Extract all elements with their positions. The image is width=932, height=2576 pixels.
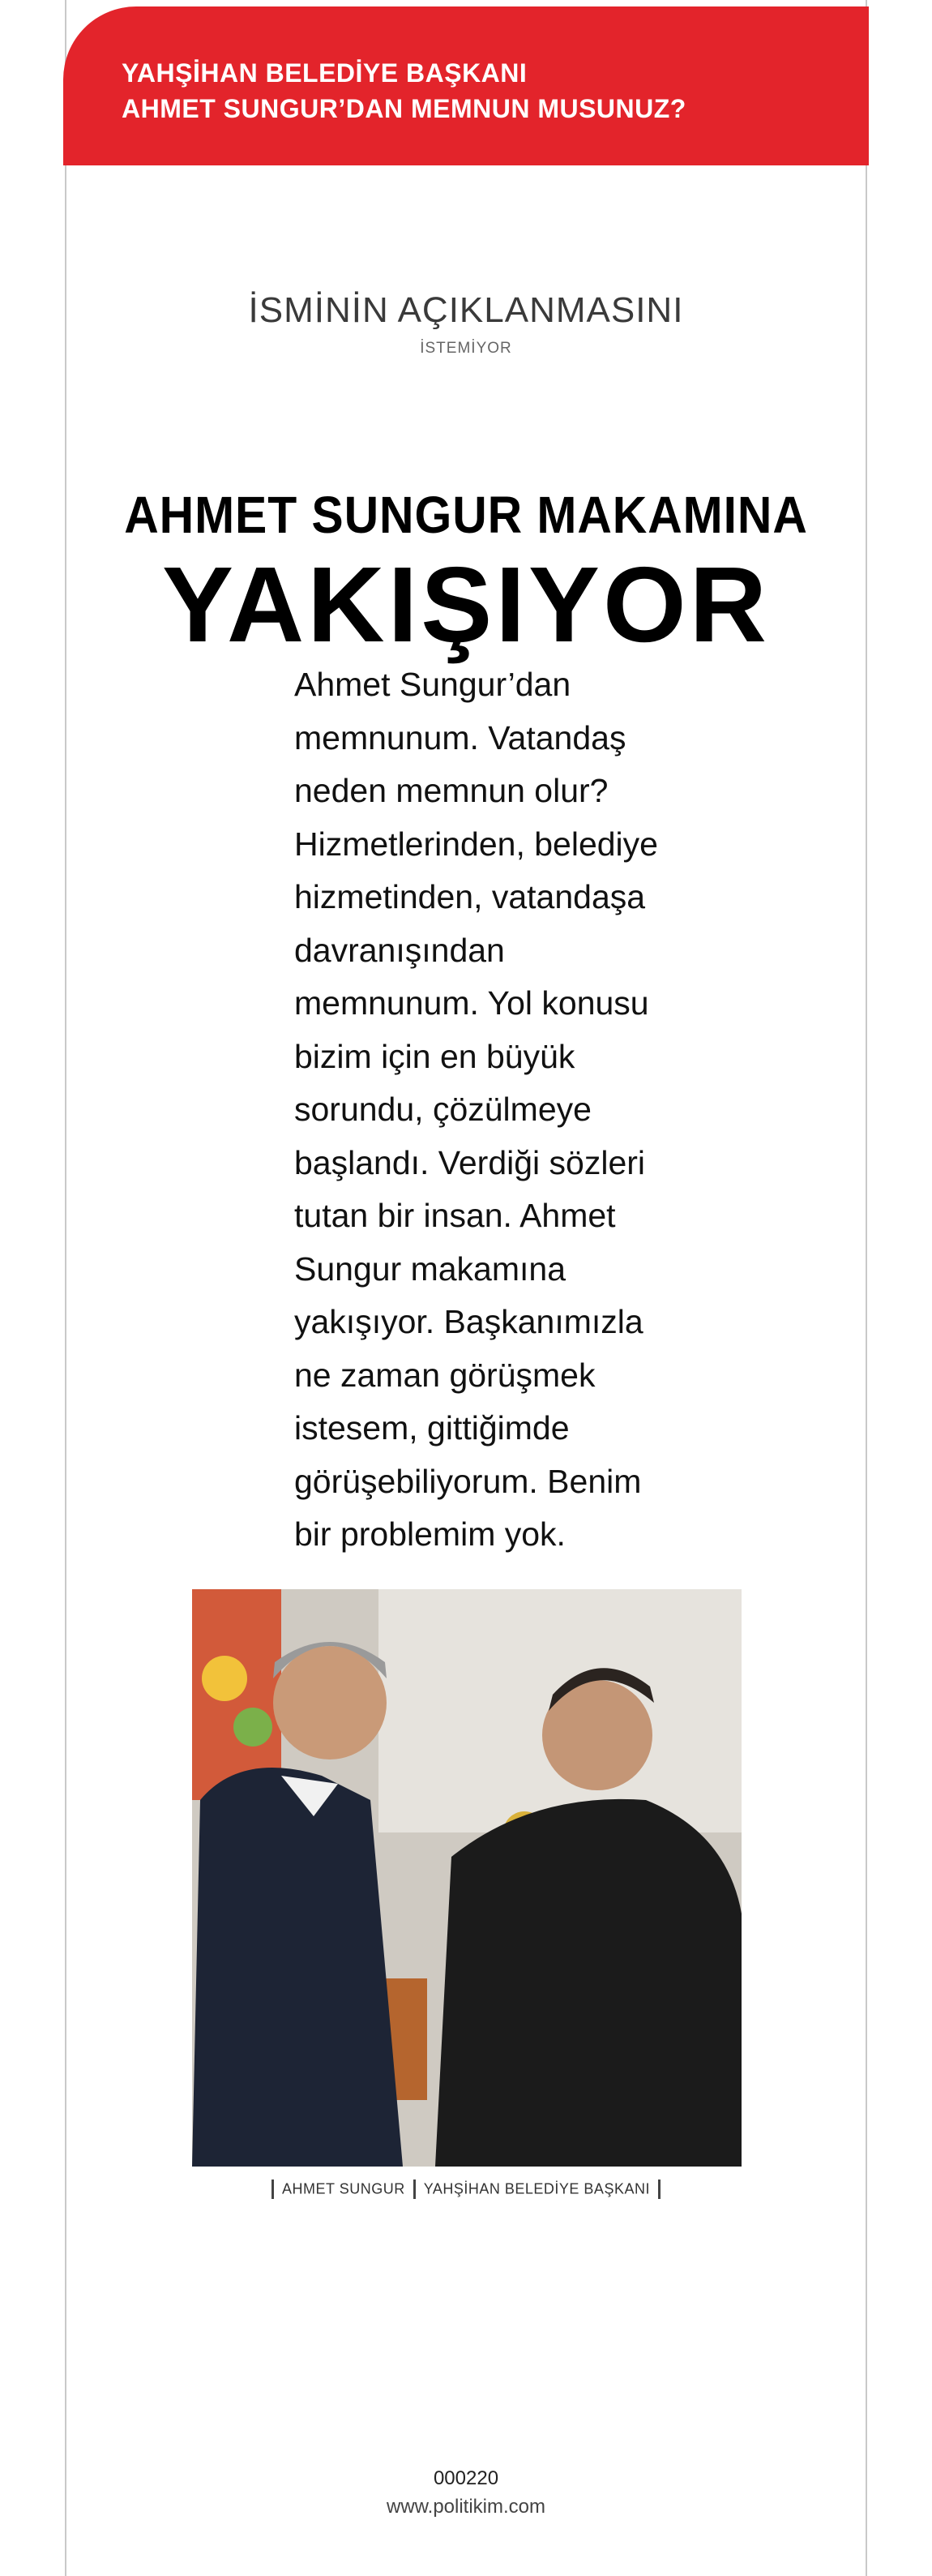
source-name: İSMİNİN AÇIKLANMASINI (248, 290, 684, 330)
header-line-2: AHMET SUNGUR’DAN MEMNUN MUSUNUZ? (122, 94, 686, 123)
caption-divider (271, 2180, 274, 2199)
headline-main: YAKIŞIYOR (161, 545, 770, 664)
quote-body: Ahmet Sungur’dan memnunum. Vatandaş neden memnun olur? Hizmetlerinden, belediye hizmetinden, vatandaşa davranışından memnunum. Yol konusu bizim için en büyük sorundu, çözülmeye başlandı. Verdiği sözleri tutan bir insan. Ahmet Sungur makamına yakışıyor. Başkanımızla ne zaman görüşmek istesem, gittiğimde görüşebiliyorum. Benim bir problemim yok. (294, 666, 658, 1553)
caption-divider (658, 2180, 661, 2199)
caption-title: YAHŞİHAN BELEDİYE BAŞKANI (423, 2180, 650, 2197)
footer-url[interactable]: www.politikim.com (386, 2496, 546, 2518)
header-line-1: YAHŞİHAN BELEDİYE BAŞKANI (122, 58, 528, 88)
source-role: İSTEMİYOR (420, 340, 512, 357)
caption-divider (413, 2180, 416, 2199)
headline-top: AHMET SUNGUR MAKAMINA (124, 486, 808, 544)
interview-photo (192, 1589, 742, 2167)
caption-name: AHMET SUNGUR (282, 2180, 405, 2197)
photo-caption (0, 2180, 932, 2199)
footer-code: 000220 (433, 2467, 499, 2489)
header-banner (63, 6, 869, 165)
